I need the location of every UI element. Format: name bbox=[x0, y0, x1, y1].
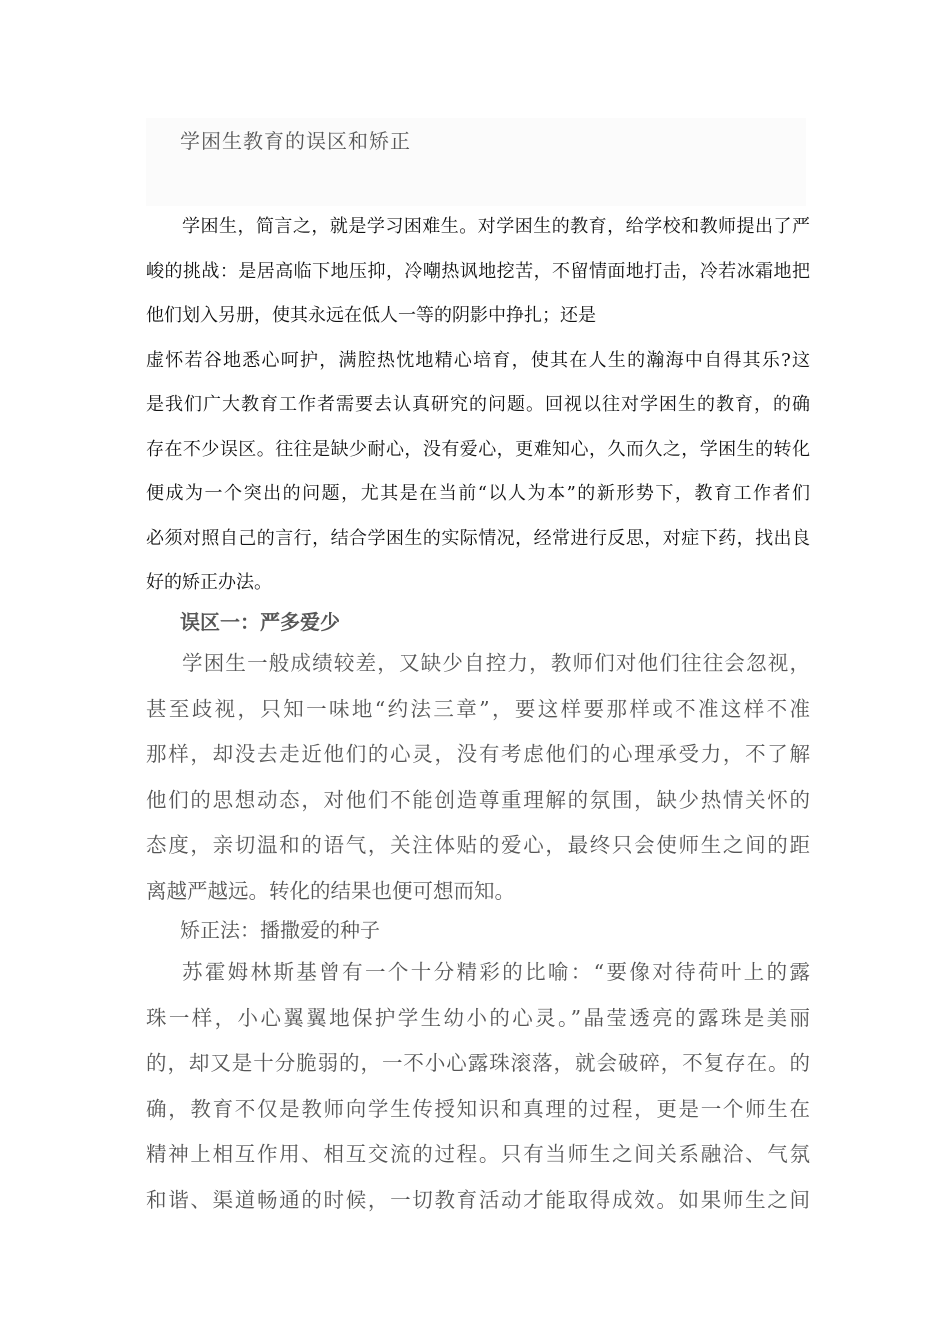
document-title: 学困生教育的误区和矫正 bbox=[180, 129, 411, 153]
correction1-paragraph bbox=[146, 950, 810, 1223]
section-heading-misconception-1: 误区一：严多爱少 bbox=[180, 610, 340, 634]
correction1-line: 确，教育不仅是教师向学生传授知识和真理的过程，更是一个师生在 bbox=[146, 1096, 810, 1121]
intro-line: 学困生，简言之，就是学习困难生。对学困生的教育，给学校和教师提出了严 bbox=[182, 216, 810, 237]
correction1-line: 珠一样，小心翼翼地保护学生幼小的心灵。”晶莹透亮的露珠是美丽 bbox=[146, 1005, 810, 1030]
section1-line: 甚至歧视，只知一味地“约法三章”，要这样要那样或不准这样不准 bbox=[146, 696, 810, 721]
section1-line: 那样，却没去走近他们的心灵，没有考虑他们的心理承受力，不了解 bbox=[146, 742, 810, 766]
section1-paragraph bbox=[146, 641, 810, 914]
intro-line: 必须对照自己的言行，结合学困生的实际情况，经常进行反思，对症下药，找出良 bbox=[146, 527, 810, 549]
intro-line: 峻的挑战：是居高临下地压抑，冷嘲热讽地挖苦，不留情面地打击，冷若冰霜地把 bbox=[146, 260, 810, 282]
intro-line: 好的矫正办法。 bbox=[146, 572, 272, 593]
correction1-line: 和谐、渠道畅通的时候，一切教育活动才能取得成效。如果师生之间 bbox=[146, 1187, 810, 1212]
correction1-line: 苏霍姆林斯基曾有一个十分精彩的比喻：“要像对待荷叶上的露 bbox=[182, 960, 810, 984]
section1-line: 态度，亲切温和的语气，关注体贴的爱心，最终只会使师生之间的距 bbox=[146, 833, 810, 857]
section-heading-correction-1: 矫正法：播撒爱的种子 bbox=[180, 918, 380, 942]
intro-paragraph bbox=[146, 205, 810, 606]
intro-line: 便成为一个突出的问题，尤其是在当前“以人为本”的新形势下，教育工作者们 bbox=[146, 483, 810, 504]
intro-line: 虚怀若谷地悉心呵护，满腔热忱地精心培育，使其在人生的瀚海中自得其乐?这 bbox=[146, 349, 810, 371]
intro-line: 存在不少误区。往往是缺少耐心，没有爱心，更难知心，久而久之，学困生的转化 bbox=[146, 438, 810, 460]
correction1-line: 的，却又是十分脆弱的，一不小心露珠滚落，就会破碎，不复存在。的 bbox=[146, 1051, 810, 1075]
intro-line: 是我们广大教育工作者需要去认真研究的问题。回视以往对学困生的教育，的确 bbox=[146, 394, 810, 415]
section1-line: 他们的思想动态，对他们不能创造尊重理解的氛围，缺少热情关怀的 bbox=[146, 787, 810, 812]
intro-line: 他们划入另册，使其永远在低人一等的阴影中挣扎；还是 bbox=[146, 305, 596, 326]
correction1-line: 精神上相互作用、相互交流的过程。只有当师生之间关系融洽、气氛 bbox=[146, 1142, 810, 1166]
section1-line: 学困生一般成绩较差，又缺少自控力，教师们对他们往往会忽视， bbox=[182, 651, 810, 675]
section1-line: 离越严越远。转化的结果也便可想而知。 bbox=[146, 878, 515, 903]
